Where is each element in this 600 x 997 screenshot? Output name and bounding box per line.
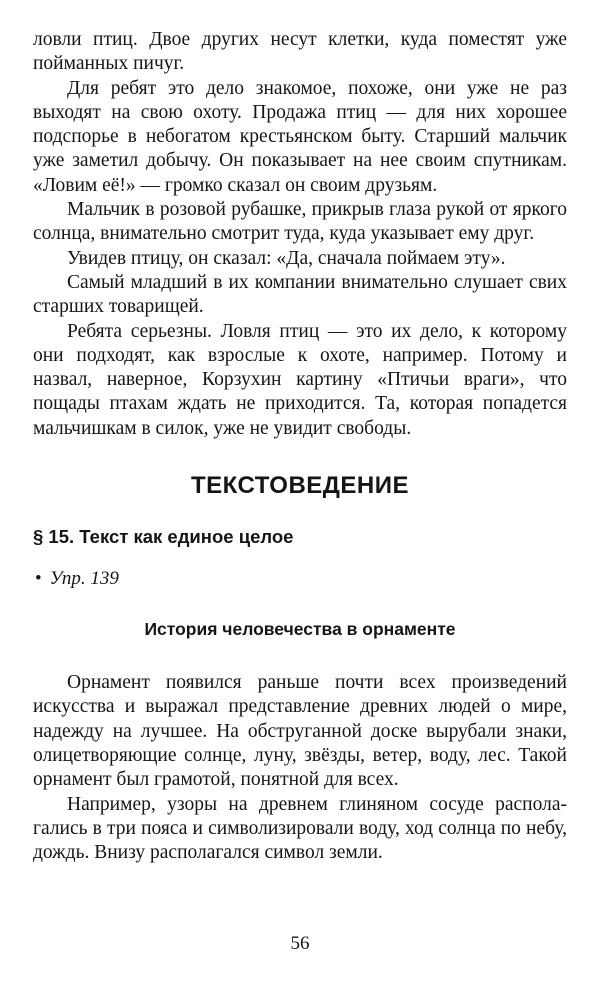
paragraph-continuation: ловли птиц. Двое других несут клетки, куда поместят уже пойманных пичуг. <box>33 29 567 75</box>
paragraph: Орнамент появился раньше почти всех произведений искусства и выражал представление древних людей о мире, надежду на лучшее. На обструганной доске вырубали знаки, олицетворяющие солнце, луну, звёзды, ветер, воду, лес. Такой орнамент был грамотой, понятной для всех. <box>33 672 567 791</box>
page-number: 56 <box>290 933 310 954</box>
bullet-icon: • <box>35 568 42 590</box>
paragraph: Самый младший в их компании внимательно слушает свих старших товарищей. <box>33 271 567 318</box>
text-title: История человечества в орнаменте <box>144 619 456 640</box>
paragraph: Увидев птицу, он сказал: «Да, сначала поймаем эту». <box>67 247 506 269</box>
paragraph-heading: § 15. Текст как единое целое <box>33 526 294 548</box>
paragraph: Мальчик в розовой рубашке, прикрыв глаза рукой от яркого солнца, внимательно смотрит туда, куда указывает ему друг. <box>33 199 567 245</box>
paragraph: Для ребят это дело знакомое, похоже, они уже не раз выходят на свою охоту. Продажа птиц — для них хорошее подспорье в небогатом крестьянском быту. Старший мальчик уже заметил добычу. Он показывает на нее своим спутникам. «Ловим её!» — громко сказал он своим друзьям. <box>33 77 567 196</box>
book-page <box>33 28 567 865</box>
paragraph: Ребята серьезны. Ловля птиц — это их дело, к которому они подходят, как взрослые к охоте, например. Потому и назвал, наверное, Корзухин картину «Птичьи враги», что пощады птахам ждать не приходится. Та, которая попадется мальчишкам в силок, уже не увидит свободы. <box>33 320 567 439</box>
text-body <box>33 671 567 865</box>
section-title: ТЕКСТОВЕДЕНИЕ <box>191 472 409 500</box>
paragraph: Например, узоры на древнем глиняном сосуде располагались в три пояса и символизировали воду, ход солнца по небу, дождь. Внизу располагался символ земли. <box>33 793 567 864</box>
exercise-reference <box>33 567 567 591</box>
exercise-label: Упр. 139 <box>49 568 119 590</box>
